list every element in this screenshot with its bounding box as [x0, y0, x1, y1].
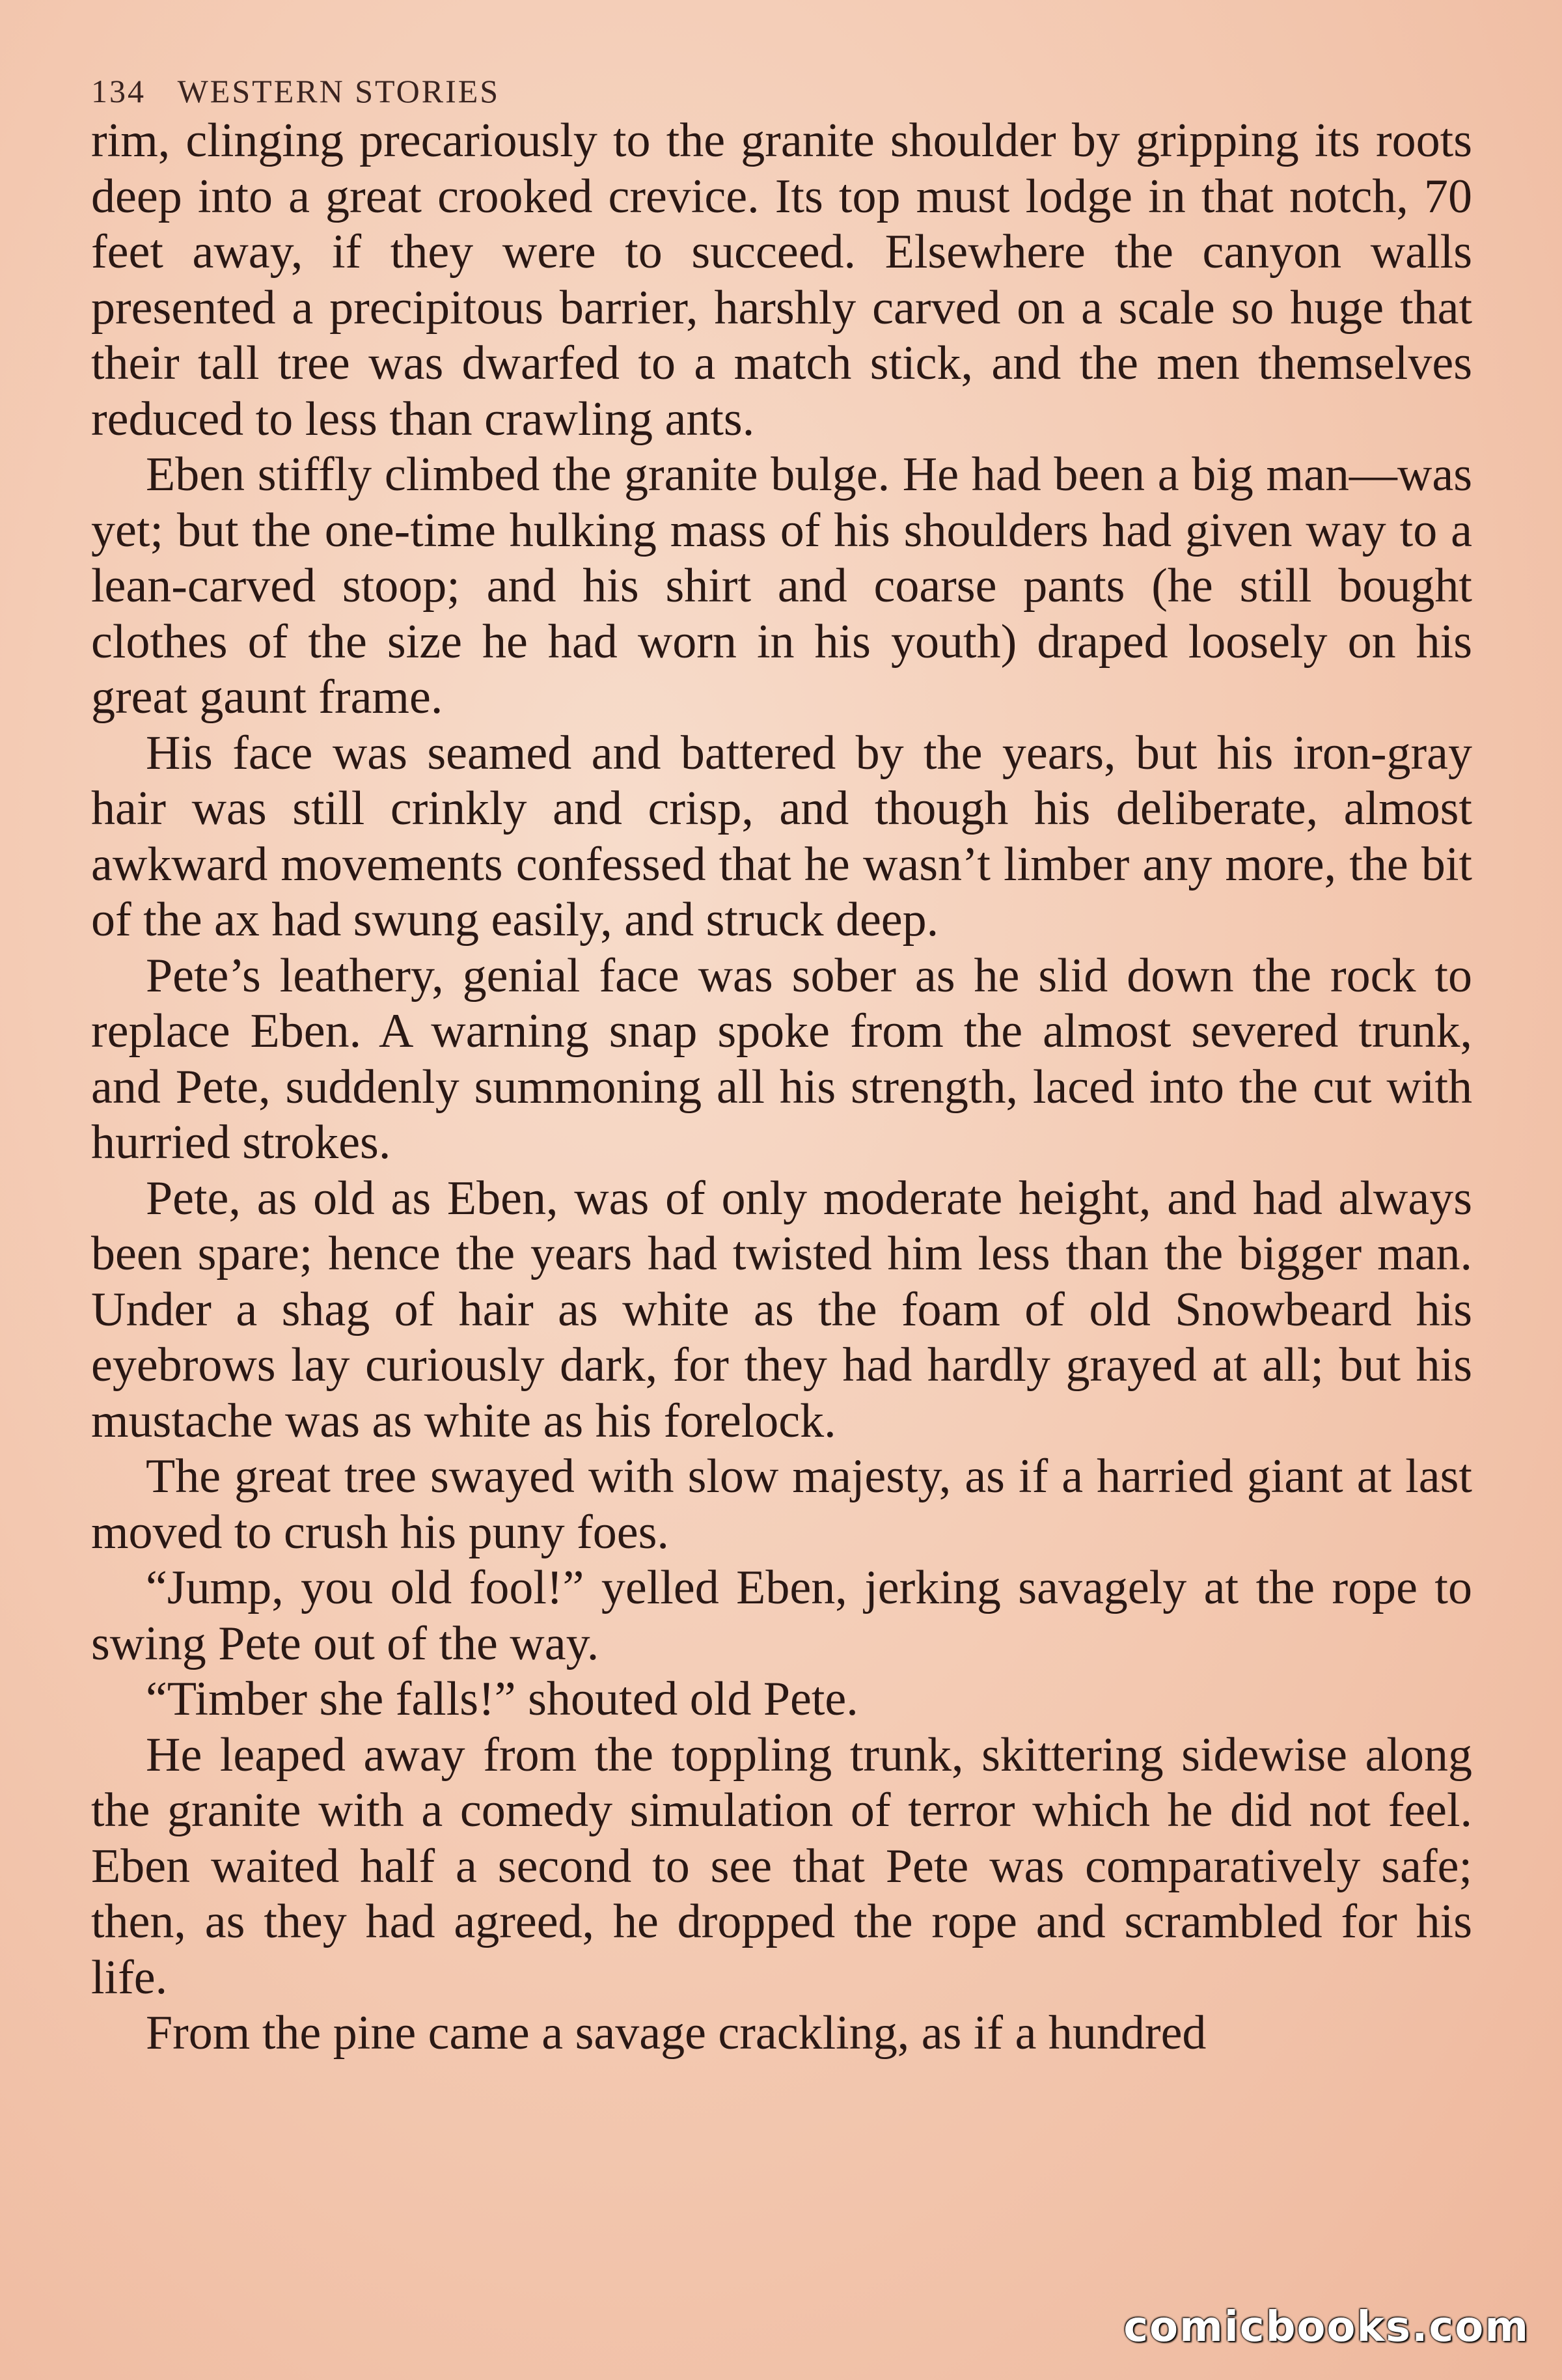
- paragraph: The great tree swayed with slow majesty, as if a harried giant at last moved to crush his puny foes.: [91, 1450, 1472, 1559]
- page-number: 134: [91, 73, 146, 109]
- paragraph: He leaped away from the toppling trunk, skittering sidewise along the granite with a comedy simulation of terror which he did not feel. Eben waited half a second to see that Pete was comparatively safe; then, as they had agreed, he dropped the rope and scrambled for his life.: [91, 1728, 1472, 2004]
- watermark: comicbooks.com: [1123, 2303, 1529, 2351]
- body-text: [91, 113, 1472, 2062]
- paragraph: His face was seamed and battered by the years, but his iron-gray hair was still crinkly and crisp, and though his deliberate, almost awkward movements confessed that he wasn’t limber any more, the bit of the ax had swung easily, and struck deep.: [91, 726, 1472, 947]
- paragraph: Eben stiffly climbed the granite bulge. He had been a big man—was yet; but the one-time hulking mass of his shoulders had given way to a lean-carved stoop; and his shirt and coarse pants (he still bought clothes of the size he had worn in his youth) draped loosely on his great gaunt frame.: [91, 448, 1472, 724]
- paragraph: “Jump, you old fool!” yelled Eben, jerking savagely at the rope to swing Pete out of the way.: [91, 1561, 1472, 1670]
- paragraph: Pete’s leathery, genial face was sober as he slid down the rock to replace Eben. A warning snap spoke from the almost severed trunk, and Pete, suddenly summoning all his strength, laced into the cut with hurried strokes.: [91, 948, 1472, 1169]
- paragraph: Pete, as old as Eben, was of only moderate height, and had always been spare; hence the years had twisted him less than the bigger man. Under a shag of hair as white as the foam of old Snowbeard his eyebrows lay curiously dark, for they had hardly grayed at all; but his mustache was as white as his forelock.: [91, 1171, 1472, 1448]
- paragraph: “Timber she falls!” shouted old Pete.: [146, 1672, 858, 1726]
- paragraph-continued: rim, clinging precariously to the granite shoulder by gripping its roots deep into a great crooked crevice. Its top must lodge in that notch, 70 feet away, if they were to succeed. Elsewhere the canyon walls presented a precipitous barrier, harshly carved on a scale so huge that their tall tree was dwarfed to a match stick, and the men themselves reduced to less than crawling ants.: [91, 114, 1472, 446]
- paragraph: From the pine came a savage crackling, as if a hundred: [146, 2006, 1207, 2060]
- running-header: [91, 72, 1472, 111]
- running-title: WESTERN STORIES: [177, 73, 500, 109]
